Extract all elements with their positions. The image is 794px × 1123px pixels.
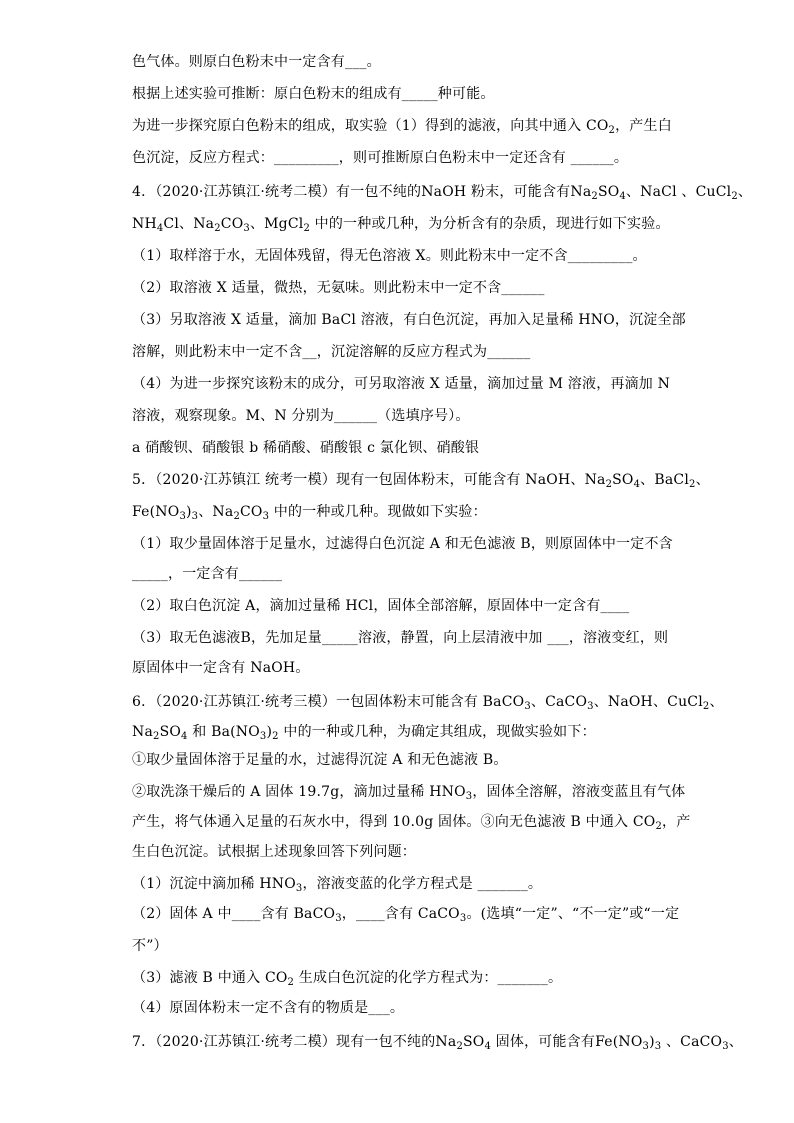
subscript: 2: [456, 1041, 463, 1052]
text-segment: 、NaCl 、CuCl: [625, 184, 732, 200]
text-line: [132, 310, 694, 330]
text-segment: 根据上述实验可推断：原白色粉末的组成有_____种可能。: [132, 86, 495, 102]
text-line: [132, 658, 694, 678]
text-segment: 、: [695, 472, 710, 488]
text-segment: 、BaCl: [640, 472, 689, 488]
text-segment: ，固体全溶解，溶液变蓝且有气体: [472, 784, 686, 800]
subscript: 2: [287, 977, 295, 988]
subscript: 3: [262, 511, 270, 522]
text-segment: 生成白色沉淀的化学方程式为：_______。: [294, 970, 563, 986]
subscript: 2: [303, 223, 310, 234]
subscript: 2: [605, 479, 613, 490]
text-segment: 7．（2020·江苏镇江·统考二模）现有一包不纯的Na: [132, 1034, 457, 1050]
text-segment: （3）取无色滤液B，先加足量_____溶液，静置，向上层清液中加 ___，溶液变红，则: [132, 630, 669, 646]
text-line: [132, 782, 694, 802]
subscript: 3: [465, 791, 473, 802]
text-line: [132, 812, 694, 832]
text-line: [132, 692, 724, 712]
subscript: 4: [181, 731, 188, 742]
text-segment: 和 Ba(NO: [187, 724, 260, 740]
text-segment: 原固体中一定含有 NaOH。: [132, 660, 310, 676]
text-segment: 、: [737, 184, 753, 200]
text-line: [132, 342, 694, 362]
text-segment: SO: [612, 472, 634, 488]
text-segment: 色沉淀，反应方程式：_________，则可推断原白色粉末中一定还含有 ______。: [132, 150, 629, 166]
text-segment: Na: [132, 724, 153, 740]
subscript: 3: [722, 1041, 729, 1052]
subscript: 2: [608, 125, 616, 136]
text-line: [132, 534, 694, 554]
subscript: 3: [191, 511, 199, 522]
text-line: [132, 52, 694, 72]
text-line: [132, 182, 753, 202]
text-segment: （1）沉淀中滴加稀 HNO: [132, 876, 296, 892]
subscript: 4: [633, 479, 641, 490]
text-segment: ): [649, 1034, 655, 1050]
text-line: [132, 628, 694, 648]
text-line: [132, 246, 694, 266]
text-line: [132, 502, 694, 522]
subscript: 2: [689, 479, 696, 490]
subscript: 3: [654, 1041, 662, 1052]
text-segment: 中的一种或几种，为分析含有的杂质，现进行如下实验。: [310, 216, 670, 232]
subscript: 2: [272, 731, 279, 742]
text-segment: （4）原固体粉末一定不含有的物质是___。: [132, 1000, 405, 1016]
text-line: [132, 968, 694, 988]
text-segment: NH: [132, 216, 157, 232]
text-segment: 溶液，观察现象。M、N 分别为______（选填序号）。: [132, 408, 470, 424]
text-segment: ): [186, 504, 192, 520]
text-segment: 、Na: [198, 504, 234, 520]
text-line: [132, 148, 694, 168]
text-line: [132, 84, 694, 104]
text-line: [132, 904, 694, 924]
text-line: [132, 842, 694, 862]
subscript: 2: [655, 821, 663, 832]
subscript: 2: [214, 223, 221, 234]
text-segment: 、MgCl: [249, 216, 304, 232]
text-segment: 中的一种或几种。现做如下实验：: [269, 504, 487, 520]
text-line: [132, 214, 694, 234]
text-segment: 、CaCO: [530, 694, 588, 710]
text-segment: ): [266, 724, 273, 740]
subscript: 2: [233, 511, 240, 522]
text-segment: ，溶液变蓝的化学方程式是 _______。: [302, 876, 543, 892]
text-segment: （3）滤液 B 中通入 CO: [132, 970, 288, 986]
subscript: 3: [243, 223, 250, 234]
text-segment: （2）固体 A 中____含有 BaCO: [132, 906, 336, 922]
text-segment: SO: [597, 184, 620, 200]
text-segment: （4）为进一步探究该粉末的成分，可另取溶液 X 适量，滴加过量 M 溶液，再滴加 N: [132, 376, 671, 392]
text-segment: （1）取少量固体溶于足量水，过滤得白色沉淀 A 和无色滤液 B，则原固体中一定不含: [132, 536, 673, 552]
subscript: 4: [156, 223, 164, 234]
text-segment: 色气体。则原白色粉末中一定含有___。: [132, 54, 381, 70]
text-segment: CO: [220, 216, 244, 232]
subscript: 3: [587, 701, 594, 712]
text-segment: SO: [463, 1034, 485, 1050]
text-segment: 4．（2020·江苏镇江·统考二模）有一包不纯的NaOH 粉末，可能含有Na: [132, 184, 592, 200]
text-segment: SO: [159, 724, 182, 740]
text-segment: （3）另取溶液 X 适量，滴加 BaCl 溶液，有白色沉淀，再加入足量稀 HNO，沉淀全部: [132, 312, 686, 328]
text-line: [132, 116, 694, 136]
text-line: [132, 998, 694, 1018]
subscript: 2: [731, 191, 738, 202]
text-segment: ，产生白: [615, 118, 672, 134]
text-segment: 6．（2020·江苏镇江·统考三模）一包固体粉末可能含有 BaCO: [132, 694, 525, 710]
text-segment: _____，一定含有______: [132, 566, 283, 582]
text-segment: 、: [728, 1034, 743, 1050]
text-segment: ，____含有 CaCO: [341, 906, 460, 922]
text-line: [132, 564, 694, 584]
subscript: 3: [295, 883, 303, 894]
subscript: 3: [524, 701, 531, 712]
text-line: [132, 470, 710, 490]
text-line: [132, 874, 694, 894]
text-segment: 、NaOH、CuCl: [593, 694, 703, 710]
text-segment: 中的一种或几种，为确定其组成，现做实验如下：: [278, 724, 596, 740]
text-segment: （2）取溶液 X 适量，微热，无氨味。则此粉末中一定不含______: [132, 280, 545, 296]
text-line: [132, 1032, 743, 1052]
text-line: [132, 750, 694, 770]
text-segment: 生白色沉淀。试根据上述现象回答下列问题：: [132, 844, 416, 860]
text-segment: 溶解，则此粉末中一定不含__，沉淀溶解的反应方程式为______: [132, 344, 531, 360]
subscript: 3: [642, 1041, 650, 1052]
text-segment: ②取洗涤干燥后的 A 固体 19.7g，滴加过量稀 HNO: [132, 784, 466, 800]
text-line: [132, 374, 694, 394]
text-segment: ①取少量固体溶于足量的水，过滤得沉淀 A 和无色滤液 B。: [132, 752, 508, 768]
text-line: [132, 596, 694, 616]
subscript: 4: [484, 1041, 492, 1052]
text-line: [132, 438, 694, 458]
text-segment: 、: [709, 694, 724, 710]
text-line: [132, 722, 694, 742]
text-segment: a 硝酸钡、硝酸银 b 稀硝酸、硝酸银 c 氯化钡、硝酸银: [132, 440, 480, 456]
text-segment: Cl、Na: [163, 216, 215, 232]
text-segment: Fe(NO: [132, 504, 180, 520]
subscript: 2: [702, 701, 710, 712]
subscript: 3: [179, 511, 186, 522]
text-segment: （1）取样溶于水，无固体残留，得无色溶液 X。则此粉末中一定不含_________。: [132, 248, 647, 264]
text-line: [132, 278, 694, 298]
subscript: 4: [619, 191, 626, 202]
text-line: [132, 406, 694, 426]
text-segment: 固体，可能含有Fe(NO: [491, 1034, 643, 1050]
text-segment: 产生，将气体通入足量的石灰水中，得到 10.0g 固体。③向无色滤液 B 中通入 CO: [132, 814, 656, 830]
subscript: 3: [259, 731, 267, 742]
text-segment: 不”）: [132, 938, 168, 954]
text-segment: 5．（2020·江苏镇江 统考一模）现有一包固体粉末，可能含有 NaOH、Na: [132, 472, 606, 488]
subscript: 2: [591, 191, 598, 202]
subscript: 3: [459, 913, 467, 924]
subscript: 2: [153, 731, 160, 742]
text-segment: （2）取白色沉淀 A，滴加过量稀 HCl，固体全部溶解，原固体中一定含有____: [132, 598, 630, 614]
text-segment: 、CaCO: [661, 1034, 723, 1050]
text-segment: ，产: [662, 814, 691, 830]
text-segment: 。(选填“一定”、“不一定”或“一定: [466, 906, 680, 922]
text-line: [132, 936, 694, 956]
text-segment: 为进一步探究原白色粉末的组成，取实验（1）得到的滤液，向其中通入 CO: [132, 118, 609, 134]
subscript: 3: [335, 913, 342, 924]
text-segment: CO: [240, 504, 263, 520]
